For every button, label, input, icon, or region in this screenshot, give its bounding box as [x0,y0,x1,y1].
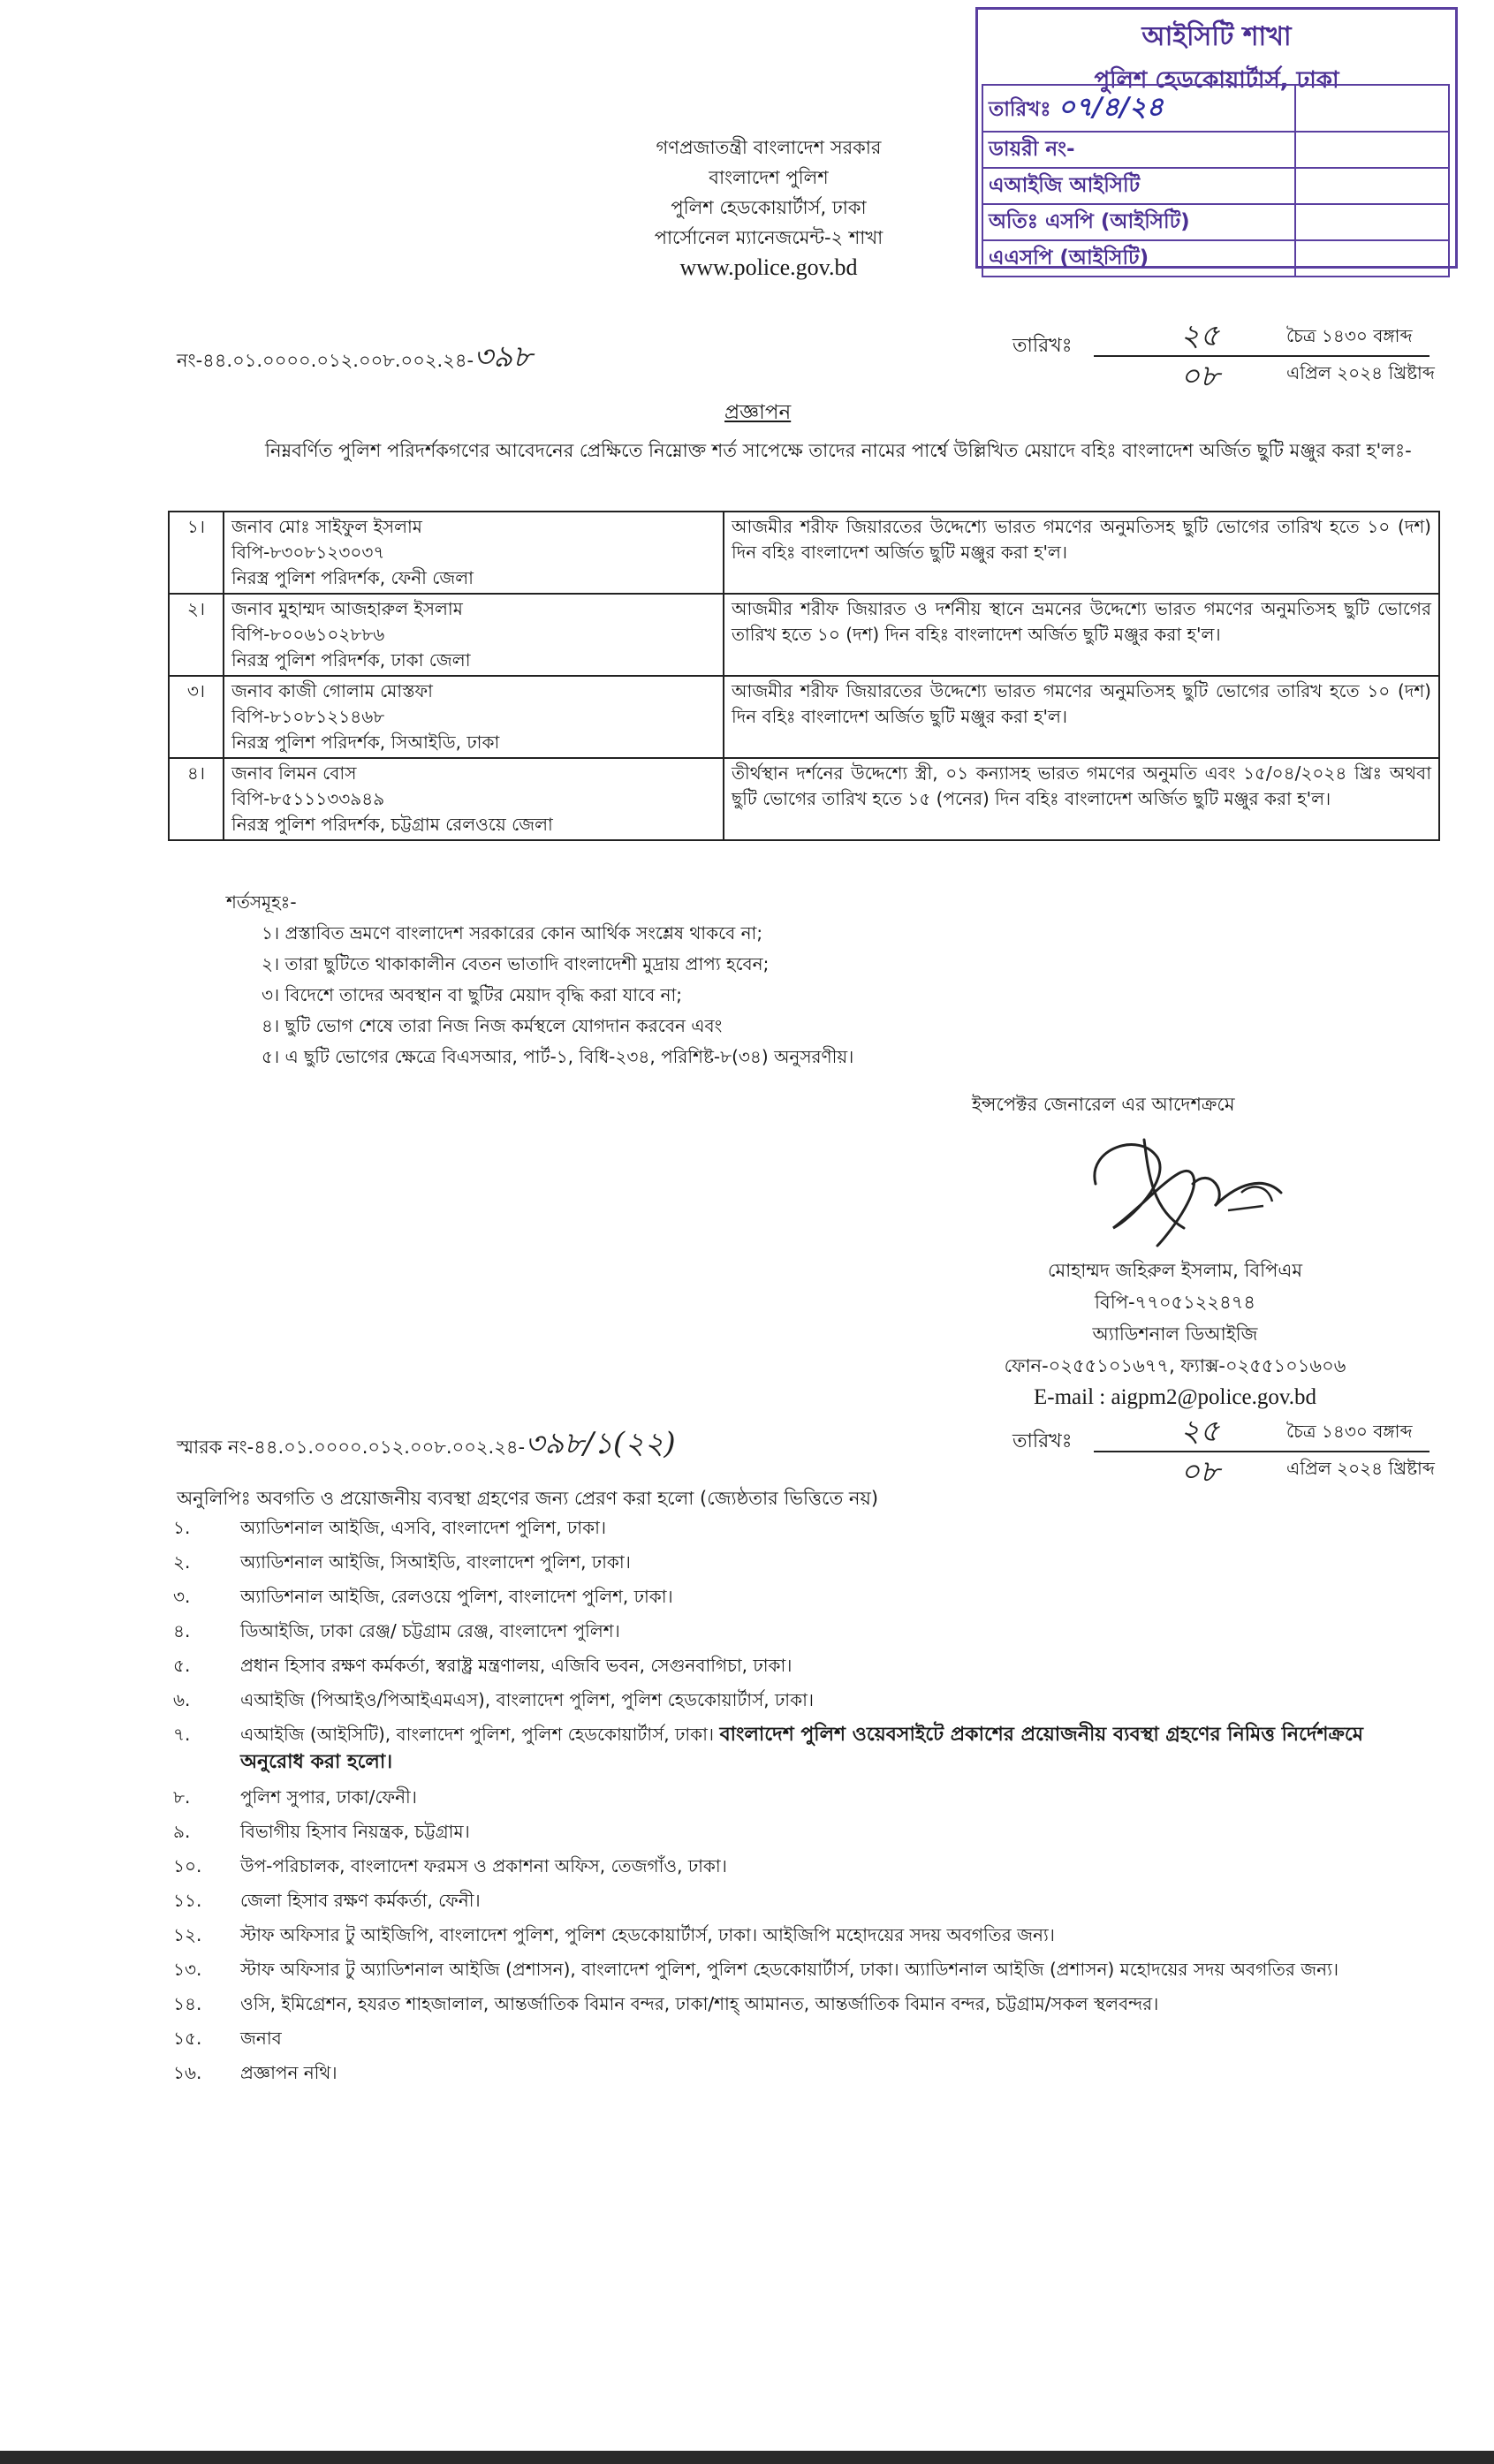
list-item: ১২. স্টাফ অফিসার টু আইজিপি, বাংলাদেশ পুলিশ, পুলিশ হেডকোয়ার্টার্স, ঢাকা। আইজিপি মহোদয়ের সদয় অবগতির জন্য। [173,1924,1055,1945]
stamp-subtitle: পুলিশ হেডকোয়ার্টার্স, ঢাকা [1094,67,1339,94]
intro-paragraph: নিম্নবর্ণিত পুলিশ পরিদর্শকগণের আবেদনের প্রেক্ষিতে নিম্নোক্ত শর্ত সাপেক্ষে তাদের নামের পার্শ্বে উল্লিখিত মেয়াদে বহিঃ বাংলাদেশ অর্জিত ছুটি মঞ্জুর করা হ'লঃ- [265,440,1412,461]
date-english-month-year: এপ্রিল ২০২৪ খ্রিষ্টাব্দ [1286,1458,1435,1479]
list-item: ৭. এআইজি (আইসিটি), বাংলাদেশ পুলিশ, পুলিশ হেডকোয়ার্টার্স, ঢাকা। বাংলাদেশ পুলিশ ওয়েবসাইটে প্রকাশের প্রয়োজনীয় ব্যবস্থা গ্রহণের নিমিত্ত নির্দেশক্রমে অনুরোধ করা হলো। [173,1724,1363,1773]
condition-item: ২। তারা ছুটিতে থাকাকালীন বেতন ভাতাদি বাংলাদেশী মুদ্রায় প্রাপ্য হবেন; [262,953,770,974]
date-label: তারিখঃ [1012,335,1073,357]
leave-description: তীর্থস্থান দর্শনের উদ্দেশ্যে স্ত্রী, ০১ কন্যাসহ ভারত গমণের অনুমতি এবং ১৫/০৪/২০২৪ খ্রিঃ অথবা ছুটি ভোগের তারিখ হতে ১৫ (পনের) দিন বহিঃ বাংলাদেশ অর্জিত ছুটি মঞ্জুর করা হ'ল। [724,758,1439,840]
website-request-emphasis: বাংলাদেশ পুলিশ ওয়েবসাইটে প্রকাশের প্রয়োজনীয় ব্যবস্থা গ্রহণের নিমিত্ত নির্দেশক্রমে অনুরোধ করা হলো। [240,1724,1363,1773]
officer-name: জনাব মুহাম্মদ আজহারুল ইসলাম [231,598,463,619]
date-divider [1094,1451,1430,1452]
scan-bottom-edge [0,2451,1494,2464]
memo-number-printed: নং-৪৪.০১.০০০০.০১২.০০৮.০০২.২৪- [177,350,474,371]
header-branch: পার্সোনেল ম্যানেজমেন্ট-২ শাখা [654,227,884,248]
list-item: ১. অ্যাডিশনাল আইজি, এসবি, বাংলাদেশ পুলিশ, ঢাকা। [173,1517,607,1538]
memo2-handwritten: ৩৯৮/১(২২) [525,1426,676,1461]
serial-number: ১। [169,512,224,594]
list-item: ১৪. ওসি, ইমিগ্রেশন, হযরত শাহজালাল, আন্তর্জাতিক বিমান বন্দর, ঢাকা/শাহ্ আমানত, আন্তর্জাতিক বিমান বন্দর, চট্টগ্রাম/সকল স্থলবন্দর। [173,1993,1159,2014]
condition-item: ১। প্রস্তাবিত ভ্রমণে বাংলাদেশ সরকারের কোন আর্থিক সংশ্লেষ থাকবে না; [262,922,763,944]
date-bangla-day: ২৫ [1180,318,1220,353]
serial-number: ২। [169,594,224,676]
header-government: গণপ্রজাতন্ত্রী বাংলাদেশ সরকার [656,137,882,158]
memo-number-handwritten: ৩৯৮ [474,339,533,375]
officer-name: জনাব মোঃ সাইফুল ইসলাম [231,516,422,537]
copy-list [173,1514,1428,2094]
list-item: ৬. এআইজি (পিআইও/পিআইএমএস), বাংলাদেশ পুলিশ, পুলিশ হেডকোয়ার্টার্স, ঢাকা। [173,1689,815,1710]
officer-bp: বিপি-৮১০৮১২১৪৬৮ [231,706,385,727]
list-item: ৯. বিভাগীয় হিসাব নিয়ন্ত্রক, চট্টগ্রাম। [173,1821,470,1842]
leave-description: আজমীর শরীফ জিয়ারতের উদ্দেশ্যে ভারত গমণের অনুমতিসহ ছুটি ভোগের তারিখ হতে ১০ (দশ) দিন বহিঃ বাংলাদেশ অর্জিত ছুটি মঞ্জুর করা হ'ল। [724,676,1439,758]
header-website: www.police.gov.bd [679,254,858,280]
header-police: বাংলাদেশ পুলিশ [709,167,829,188]
list-item: ১১. জেলা হিসাব রক্ষণ কর্মকর্তা, ফেনী। [173,1890,481,1911]
date-label: তারিখঃ [1012,1430,1073,1452]
list-item: ৮. পুলিশ সুপার, ঢাকা/ফেনী। [173,1786,417,1808]
officer-cell [224,594,724,676]
date-bangla-month-year: চৈত্র ১৪৩০ বঙ্গাব্দ [1286,325,1413,346]
table-row [169,594,1439,676]
table-row [169,676,1439,758]
condition-item: ৫। এ ছুটি ভোগের ক্ষেত্রে বিএসআর, পার্ট-১, বিধি-২৩৪, পরিশিষ্ট-৮(৩৪) অনুসরণীয়। [262,1046,854,1067]
date-english-month-year: এপ্রিল ২০২৪ খ্রিষ্টাব্দ [1286,362,1435,383]
stamp-row-aig [982,168,1449,204]
copy-heading: অনুলিপিঃ অবগতি ও প্রয়োজনীয় ব্যবস্থা গ্রহণের জন্য প্রেরণ করা হলো (জ্যেষ্ঠতার ভিত্তিতে নয়) [177,1488,879,1509]
signatory-block [963,1255,1387,1414]
list-item: ৩. অ্যাডিশনাল আইজি, রেলওয়ে পুলিশ, বাংলাদেশ পুলিশ, ঢাকা। [173,1586,673,1607]
officer-post: নিরস্ত্র পুলিশ পরিদর্শক, ফেনী জেলা [231,567,474,588]
stamp-label: এআইজি আইসিটি [982,168,1295,204]
signatory-bp: বিপি-৭৭০৫১২২৪৭৪ [1095,1292,1255,1313]
list-item: ১৬. প্রজ্ঞাপন নথি। [173,2062,337,2083]
list-item: ৪. ডিআইজি, ঢাকা রেঞ্জ/ চট্টগ্রাম রেঞ্জ, বাংলাদেশ পুলিশ। [173,1620,620,1641]
list-item: ১০. উপ-পরিচালক, বাংলাদেশ ফরমস ও প্রকাশনা অফিস, তেজগাঁও, ঢাকা। [173,1855,727,1876]
conditions-heading: শর্তসমূহঃ- [226,891,297,913]
date-bangla-day: ২৫ [1180,1414,1220,1449]
stamp-table [982,84,1450,277]
header-hq: পুলিশ হেডকোয়ার্টার্স, ঢাকা [671,197,867,218]
officer-cell [224,758,724,840]
stamp-label: এএসপি (আইসিটি) [982,240,1295,277]
memo2-printed: স্মারক নং-৪৪.০১.০০০০.০১২.০০৮.০০২.২৪- [177,1437,526,1458]
stamp-row-date [982,85,1449,132]
stamp-label: ডায়রী নং- [982,132,1295,168]
table-row [169,758,1439,840]
date-divider [1094,355,1430,357]
stamp-row-diary [982,132,1449,168]
date-block-bottom [1012,1414,1437,1490]
officer-bp: বিপি-৮০০৬১০২৮৮৬ [231,624,385,645]
signatory-email: E-mail : aigpm2@police.gov.bd [1034,1385,1316,1409]
table-row [169,512,1439,594]
order-line: ইন্সপেক্টর জেনারেল এর আদেশক্রমে [972,1094,1235,1115]
officer-bp: বিপি-৮৩০৮১২৩০৩৭ [231,542,385,563]
officer-name: জনাব লিমন বোস [231,762,357,784]
stamp-title: আইসিটি শাখা [1141,21,1292,52]
officer-cell [224,512,724,594]
date-bangla-month-year: চৈত্র ১৪৩০ বঙ্গাব্দ [1286,1421,1413,1442]
signatory-name: মোহাম্মদ জহিরুল ইসলাম, বিপিএম [1047,1260,1303,1281]
serial-number: ৩। [169,676,224,758]
serial-number: ৪। [169,758,224,840]
date-english-day: ০৮ [1180,359,1220,394]
date-english-day: ০৮ [1180,1454,1220,1490]
officer-post: নিরস্ত্র পুলিশ পরিদর্শক, ঢাকা জেলা [231,649,471,671]
signature-image [1060,1122,1308,1255]
letterhead [565,133,972,283]
ict-branch-stamp [975,7,1458,269]
condition-item: ৩। বিদেশে তাদের অবস্থান বা ছুটির মেয়াদ বৃদ্ধি করা যাবে না; [262,984,683,1005]
condition-item: ৪। ছুটি ভোগ শেষে তারা নিজ নিজ কর্মস্থলে যোগদান করবেন এবং [262,1015,723,1036]
signatory-phone: ফোন-০২৫৫১০১৬৭৭, ফ্যাক্স-০২৫৫১০১৬০৬ [1004,1355,1346,1376]
stamp-handwritten-date: ০৭/৪/২৪ [1058,92,1164,123]
officer-post: নিরস্ত্র পুলিশ পরিদর্শক, চট্টগ্রাম রেলওয়ে জেলা [231,814,553,835]
officer-name: জনাব কাজী গোলাম মোস্তফা [231,680,433,701]
signatory-designation: অ্যাডিশনাল ডিআইজি [1092,1323,1258,1345]
officer-post: নিরস্ত্র পুলিশ পরিদর্শক, সিআইডি, ঢাকা [231,732,500,753]
list-item: ২. অ্যাডিশনাল আইজি, সিআইডি, বাংলাদেশ পুলিশ, ঢাকা। [173,1551,631,1573]
memo-number-copy [177,1421,676,1471]
list-item: ১৩. স্টাফ অফিসার টু অ্যাডিশনাল আইজি (প্রশাসন), বাংলাদেশ পুলিশ, পুলিশ হেডকোয়ার্টার্স, ঢাকা। অ্যাডিশনাল আইজি (প্রশাসন) মহোদয়ের সদয় অবগতির জন্য। [173,1959,1339,1980]
stamp-label: তারিখঃ [989,98,1051,121]
conditions-section [226,887,853,1073]
leave-table [168,511,1440,841]
leave-description: আজমীর শরীফ জিয়ারত ও দর্শনীয় স্থানে ভ্রমনের উদ্দেশ্যে ভারত গমণের অনুমতিসহ ছুটি ভোগের তারিখ হতে ১০ (দশ) দিন বহিঃ বাংলাদেশ অর্জিত ছুটি মঞ্জুর করা হ'ল। [724,594,1439,676]
stamp-row-addl-sp [982,204,1449,240]
officer-bp: বিপি-৮৫১১১৩৩৯৪৯ [231,788,385,809]
list-item: ৫. প্রধান হিসাব রক্ষণ কর্মকর্তা, স্বরাষ্ট্র মন্ত্রণালয়, এজিবি ভবন, সেগুনবাগিচা, ঢাকা। [173,1655,793,1676]
stamp-label: অতিঃ এসপি (আইসিটি) [982,204,1295,240]
leave-description: আজমীর শরীফ জিয়ারতের উদ্দেশ্যে ভারত গমণের অনুমতিসহ ছুটি ভোগের তারিখ হতে ১০ (দশ) দিন বহিঃ বাংলাদেশ অর্জিত ছুটি মঞ্জুর করা হ'ল। [724,512,1439,594]
list-item: ১৫. জনাব [173,2028,282,2049]
memo-number [177,334,532,384]
officer-cell [224,676,724,758]
stamp-row-asp [982,240,1449,277]
date-block-top [1012,318,1437,394]
notice-title: প্রজ্ঞাপন [724,401,792,424]
